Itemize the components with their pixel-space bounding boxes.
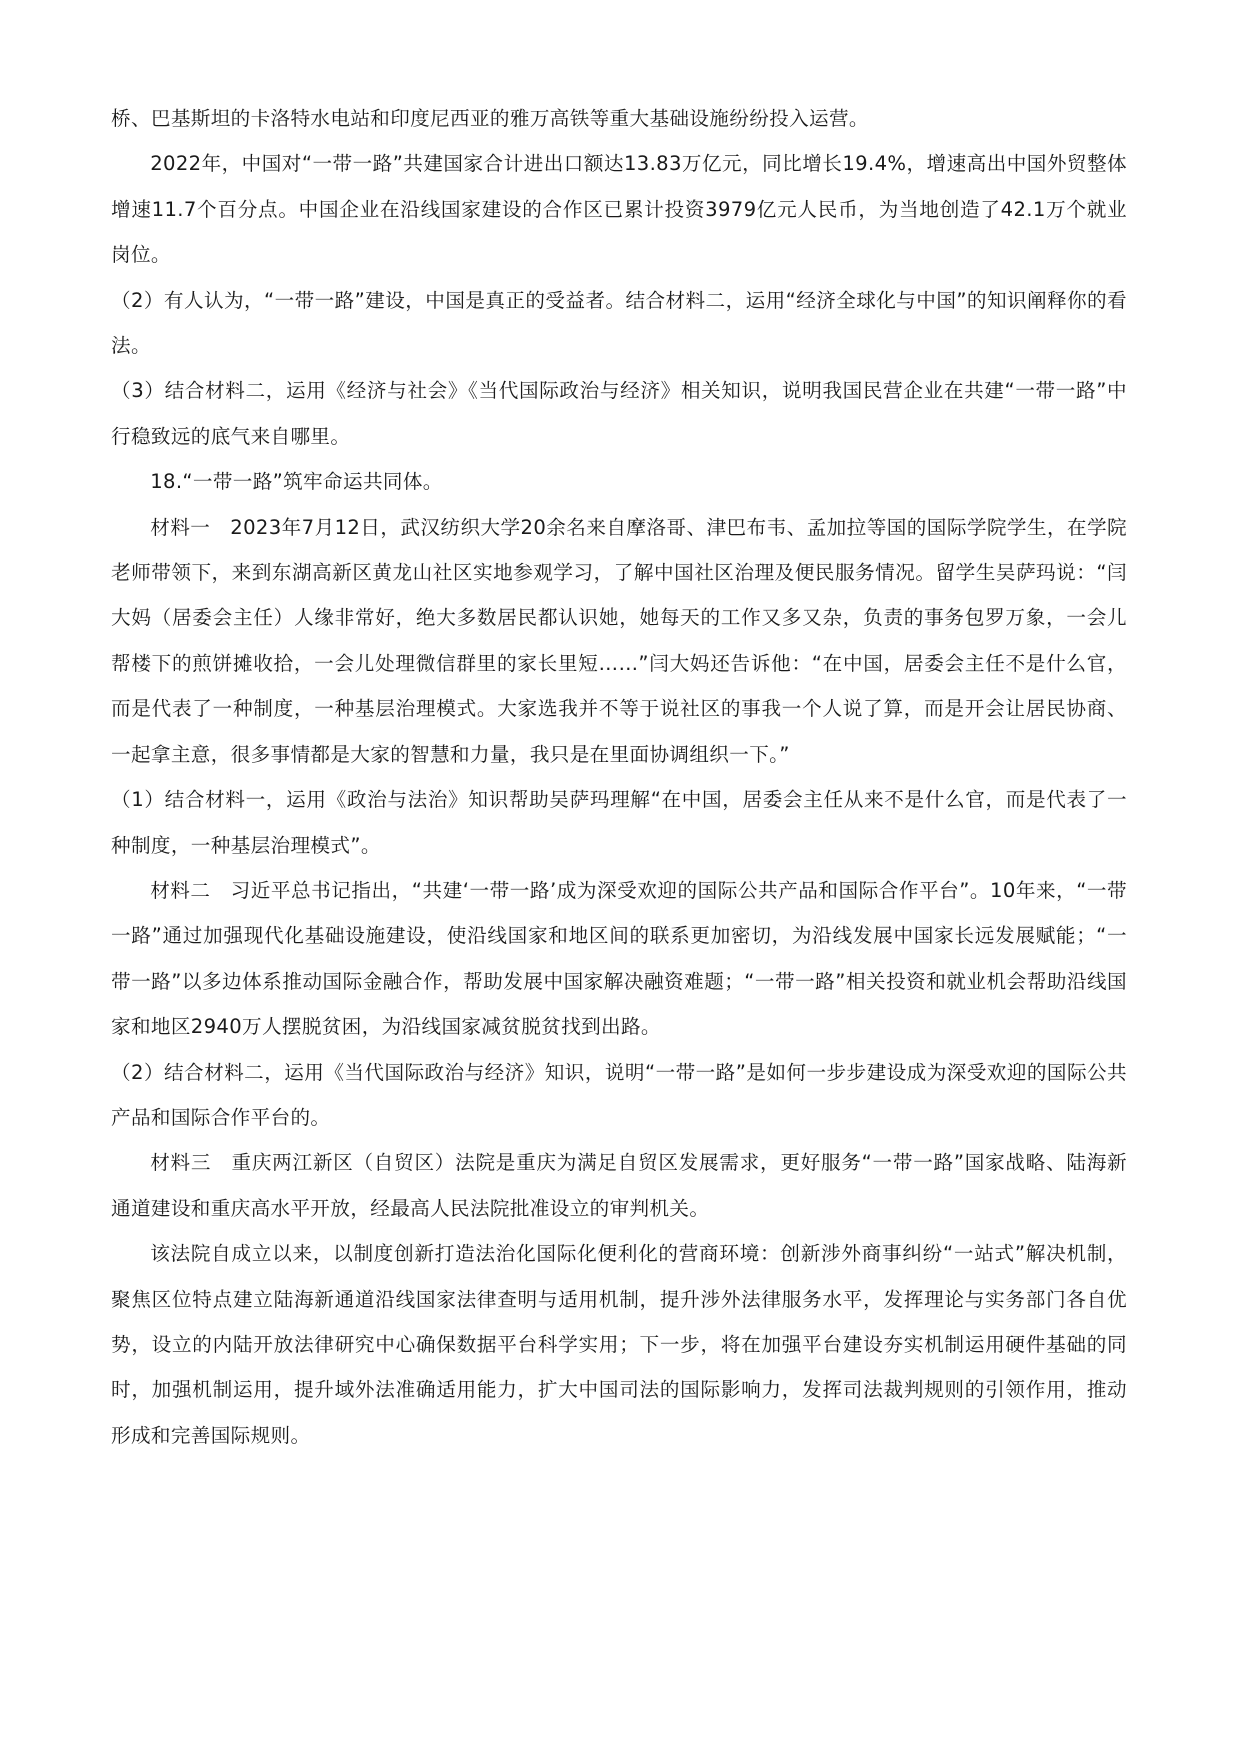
question-17-3: （3）结合材料二，运用《经济与社会》《当代国际政治与经济》相关知识，说明我国民营企业在共建“一带一路”中行稳致远的底气来自哪里。	[111, 379, 1127, 448]
paragraph-trade-2022: 2022年，中国对“一带一路”共建国家合计进出口额达13.83万亿元，同比增长19.4%，增速高出中国外贸整体增速11.7个百分点。中国企业在沿线国家建设的合作区已累计投资3979亿元人民币，为当地创造了42.1万个就业岗位。	[111, 152, 1127, 267]
question-18-1: （1）结合材料一，运用《政治与法治》知识帮助吴萨玛理解“在中国，居委会主任从来不是什么官，而是代表了一种制度，一种基层治理模式”。	[111, 788, 1127, 857]
question-18-title: 18.“一带一路”筑牢命运共同体。	[150, 470, 443, 494]
material-three: 材料三 重庆两江新区（自贸区）法院是重庆为满足自贸区发展需求，更好服务“一带一路”国家战略、陆海新通道建设和重庆高水平开放，经最高人民法院批准设立的审判机关。	[111, 1151, 1127, 1220]
question-18-2: （2）结合材料二，运用《当代国际政治与经济》知识，说明“一带一路”是如何一步步建设成为深受欢迎的国际公共产品和国际合作平台的。	[111, 1060, 1127, 1129]
material-two: 材料二 习近平总书记指出，“共建‘一带一路’成为深受欢迎的国际公共产品和国际合作平台”。10年来，“一带一路”通过加强现代化基础设施建设，使沿线国家和地区间的联系更加密切，为沿线发展中国家长远发展赋能；“一带一路”以多边体系推动国际金融合作，帮助发展中国家解决融资难题；“一带一路”相关投资和就业机会帮助沿线国家和地区2940万人摆脱贫困，为沿线国家减贫脱贫找到出路。	[111, 878, 1127, 1039]
material-three-continued: 该法院自成立以来，以制度创新打造法治化国际化便利化的营商环境：创新涉外商事纠纷“一站式”解决机制，聚焦区位特点建立陆海新通道沿线国家法律查明与适用机制，提升涉外法律服务水平，发挥理论与实务部门各自优势，设立的内陆开放法律研究中心确保数据平台科学实用；下一步，将在加强平台建设夯实机制运用硬件基础的同时，加强机制运用，提升域外法准确适用能力，扩大中国司法的国际影响力，发挥司法裁判规则的引领作用，推动形成和完善国际规则。	[111, 1242, 1127, 1447]
paragraph-continuation: 桥、巴基斯坦的卡洛特水电站和印度尼西亚的雅万高铁等重大基础设施纷纷投入运营。	[111, 107, 869, 130]
document-body	[111, 96, 1127, 1458]
question-17-2: （2）有人认为，“一带一路”建设，中国是真正的受益者。结合材料二，运用“经济全球化与中国”的知识阐释你的看法。	[111, 288, 1127, 358]
material-one: 材料一 2023年7月12日，武汉纺织大学20余名来自摩洛哥、津巴布韦、孟加拉等国的国际学院学生，在学院老师带领下，来到东湖高新区黄龙山社区实地参观学习，了解中国社区治理及便民服务情况。留学生吴萨玛说：“闫大妈（居委会主任）人缘非常好，绝大多数居民都认识她，她每天的工作又多又杂，负责的事务包罗万象，一会儿帮楼下的煎饼摊收拾，一会儿处理微信群里的家长里短……”闫大妈还告诉他：“在中国，居委会主任不是什么官，而是代表了一种制度，一种基层治理模式。大家选我并不等于说社区的事我一个人说了算，而是开会让居民协商、一起拿主意，很多事情都是大家的智慧和力量，我只是在里面协调组织一下。”	[111, 515, 1127, 766]
